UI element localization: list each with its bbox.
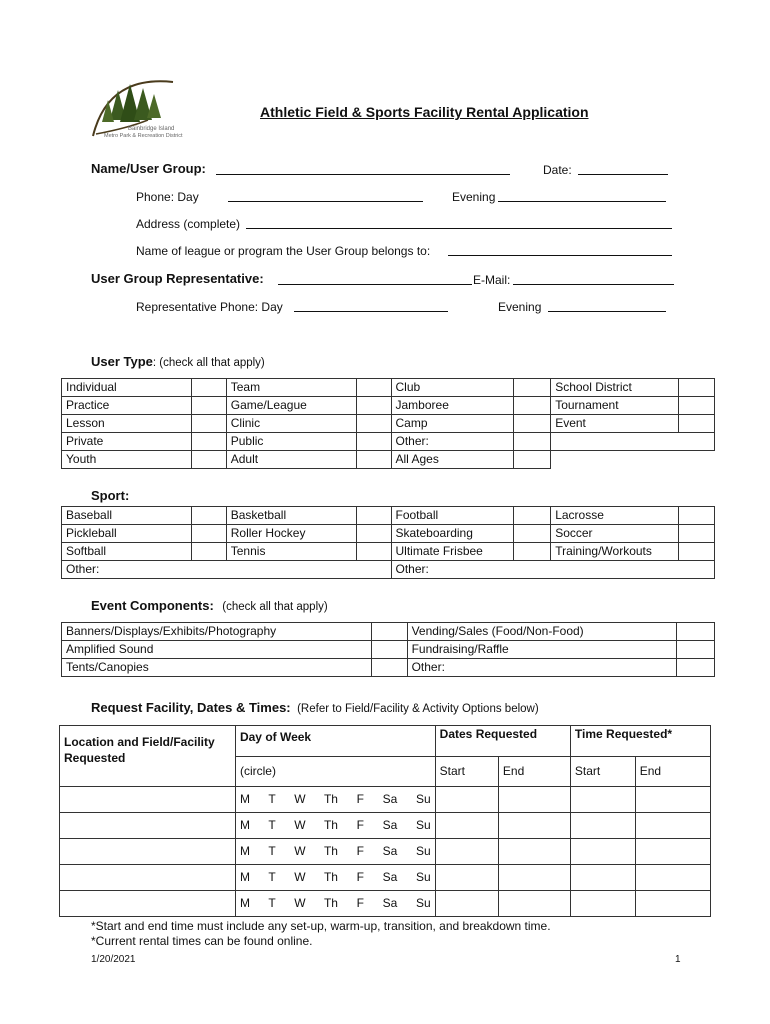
dates-start-header: Start bbox=[435, 756, 498, 787]
dates-start-input[interactable] bbox=[435, 839, 498, 865]
table-row bbox=[62, 659, 715, 677]
time-end-input[interactable] bbox=[635, 891, 710, 917]
sport-checkbox[interactable] bbox=[678, 507, 714, 525]
event-component-label: Vending/Sales (Food/Non-Food) bbox=[407, 623, 676, 641]
user-type-checkbox[interactable] bbox=[357, 415, 391, 433]
email-field[interactable] bbox=[513, 272, 674, 285]
day-of-week-options[interactable]: M T W Th F Sa Su bbox=[235, 839, 435, 865]
time-end-input[interactable] bbox=[635, 839, 710, 865]
request-heading bbox=[91, 699, 539, 717]
user-type-checkbox[interactable] bbox=[678, 415, 714, 433]
table-row bbox=[62, 379, 715, 397]
rep-phone-day-field[interactable] bbox=[294, 299, 448, 312]
time-end-input[interactable] bbox=[635, 813, 710, 839]
phone-evening-field[interactable] bbox=[498, 189, 666, 202]
user-type-label: Jamboree bbox=[391, 397, 513, 415]
event-component-label: Other: bbox=[407, 659, 676, 677]
user-type-checkbox[interactable] bbox=[357, 451, 391, 469]
sport-label: Skateboarding bbox=[391, 525, 513, 543]
col-dates-header: Dates Requested bbox=[435, 726, 570, 757]
sport-checkbox[interactable] bbox=[513, 525, 550, 543]
request-heading-text: Request Facility, Dates & Times: bbox=[91, 700, 291, 715]
col-day-header: Day of Week bbox=[235, 726, 435, 757]
user-type-label: Lesson bbox=[62, 415, 192, 433]
location-field-input[interactable] bbox=[60, 839, 236, 865]
time-start-input[interactable] bbox=[570, 787, 635, 813]
address-field[interactable] bbox=[246, 216, 672, 229]
sport-checkbox[interactable] bbox=[513, 543, 550, 561]
user-type-label: Event bbox=[551, 415, 678, 433]
district-logo bbox=[88, 70, 198, 142]
sport-label: Pickleball bbox=[62, 525, 192, 543]
sport-other-left[interactable]: Other: bbox=[62, 561, 392, 579]
dates-end-input[interactable] bbox=[498, 865, 570, 891]
event-components-heading bbox=[91, 597, 328, 615]
user-type-label: Game/League bbox=[226, 397, 356, 415]
user-type-checkbox[interactable] bbox=[513, 379, 550, 397]
footnote-1: *Start and end time must include any set-up, warm-up, transition, and breakdown time. bbox=[91, 919, 551, 933]
col-time-header: Time Requested* bbox=[570, 726, 710, 757]
event-component-label: Tents/Canopies bbox=[62, 659, 372, 677]
table-row bbox=[62, 451, 715, 469]
dates-end-input[interactable] bbox=[498, 891, 570, 917]
user-type-checkbox[interactable] bbox=[678, 397, 714, 415]
table-row bbox=[62, 543, 715, 561]
sport-label: Soccer bbox=[551, 525, 678, 543]
user-type-checkbox[interactable] bbox=[357, 379, 391, 397]
league-label: Name of league or program the User Group belongs to: bbox=[136, 244, 431, 258]
user-type-checkbox[interactable] bbox=[357, 397, 391, 415]
date-label: Date: bbox=[543, 163, 572, 177]
location-field-input[interactable] bbox=[60, 865, 236, 891]
table-row bbox=[62, 641, 715, 659]
event-component-checkbox[interactable] bbox=[676, 659, 714, 677]
rep-phone-day-label: Representative Phone: Day bbox=[136, 300, 283, 314]
table-row bbox=[60, 891, 711, 917]
league-field[interactable] bbox=[448, 243, 672, 256]
sport-checkbox[interactable] bbox=[192, 507, 226, 525]
empty-cell bbox=[551, 451, 715, 469]
user-type-label: All Ages bbox=[391, 451, 513, 469]
event-component-checkbox[interactable] bbox=[371, 659, 407, 677]
address-label: Address (complete) bbox=[136, 217, 241, 231]
sport-label: Roller Hockey bbox=[226, 525, 356, 543]
logo-text-1: Bainbridge Island bbox=[128, 126, 175, 132]
user-type-checkbox[interactable] bbox=[513, 415, 550, 433]
sport-checkbox[interactable] bbox=[357, 507, 391, 525]
user-type-checkbox[interactable] bbox=[192, 415, 226, 433]
sport-checkbox[interactable] bbox=[192, 525, 226, 543]
user-type-label: Youth bbox=[62, 451, 192, 469]
dates-end-input[interactable] bbox=[498, 787, 570, 813]
rep-phone-evening-field[interactable] bbox=[548, 299, 666, 312]
event-components-note: (check all that apply) bbox=[222, 601, 328, 613]
table-row bbox=[62, 397, 715, 415]
user-type-label: Individual bbox=[62, 379, 192, 397]
sport-checkbox[interactable] bbox=[678, 525, 714, 543]
sport-heading: Sport: bbox=[91, 488, 130, 503]
col-location-header: Location and Field/Facility Requested bbox=[60, 726, 236, 787]
user-type-heading bbox=[91, 353, 265, 371]
logo-text-2: Metro Park & Recreation District bbox=[104, 133, 183, 139]
user-type-checkbox[interactable] bbox=[513, 433, 550, 451]
time-start-input[interactable] bbox=[570, 813, 635, 839]
user-type-checkbox[interactable] bbox=[513, 397, 550, 415]
page-number: 1 bbox=[675, 954, 681, 965]
location-field-input[interactable] bbox=[60, 813, 236, 839]
sport-label: Tennis bbox=[226, 543, 356, 561]
sport-checkbox[interactable] bbox=[192, 543, 226, 561]
user-type-label: Clinic bbox=[226, 415, 356, 433]
sport-other-right[interactable]: Other: bbox=[391, 561, 715, 579]
day-of-week-options[interactable]: M T W Th F Sa Su bbox=[235, 891, 435, 917]
user-type-label: Camp bbox=[391, 415, 513, 433]
table-row bbox=[62, 623, 715, 641]
user-type-checkbox[interactable] bbox=[192, 451, 226, 469]
time-end-header: End bbox=[635, 756, 710, 787]
time-start-input[interactable] bbox=[570, 865, 635, 891]
dates-end-input[interactable] bbox=[498, 839, 570, 865]
user-type-checkbox[interactable] bbox=[513, 451, 550, 469]
sport-label: Ultimate Frisbee bbox=[391, 543, 513, 561]
name-user-group-label: Name/User Group: bbox=[91, 161, 206, 176]
representative-field[interactable] bbox=[278, 272, 472, 285]
rep-phone-evening-label: Evening bbox=[498, 300, 542, 314]
table-row bbox=[62, 415, 715, 433]
user-type-checkbox[interactable] bbox=[192, 433, 226, 451]
event-component-checkbox[interactable] bbox=[676, 623, 714, 641]
email-label: E-Mail: bbox=[473, 273, 511, 287]
phone-day-label: Phone: Day bbox=[136, 190, 199, 204]
time-end-input[interactable] bbox=[635, 787, 710, 813]
sport-checkbox[interactable] bbox=[513, 507, 550, 525]
sport-label: Training/Workouts bbox=[551, 543, 678, 561]
sport-label: Baseball bbox=[62, 507, 192, 525]
table-row bbox=[62, 507, 715, 525]
footnote-2: *Current rental times can be found online. bbox=[91, 934, 313, 948]
user-type-label: Tournament bbox=[551, 397, 678, 415]
event-component-checkbox[interactable] bbox=[676, 641, 714, 659]
table-row bbox=[62, 561, 715, 579]
user-type-checkbox[interactable] bbox=[678, 379, 714, 397]
sport-label: Lacrosse bbox=[551, 507, 678, 525]
table-row bbox=[62, 433, 715, 451]
table-row bbox=[60, 839, 711, 865]
dates-start-input[interactable] bbox=[435, 865, 498, 891]
request-note: (Refer to Field/Facility & Activity Options below) bbox=[297, 703, 539, 715]
table-row bbox=[60, 865, 711, 891]
event-component-checkbox[interactable] bbox=[371, 623, 407, 641]
table-row bbox=[60, 813, 711, 839]
user-type-label: Other: bbox=[391, 433, 513, 451]
table-row bbox=[62, 525, 715, 543]
user-type-checkbox[interactable] bbox=[192, 379, 226, 397]
user-type-label: Team bbox=[226, 379, 356, 397]
table-row bbox=[60, 787, 711, 813]
dates-end-header: End bbox=[498, 756, 570, 787]
user-type-checkbox[interactable] bbox=[357, 433, 391, 451]
time-start-input[interactable] bbox=[570, 891, 635, 917]
dates-end-input[interactable] bbox=[498, 813, 570, 839]
name-user-group-field[interactable] bbox=[216, 162, 510, 175]
sport-checkbox[interactable] bbox=[357, 543, 391, 561]
footer-date: 1/20/2021 bbox=[91, 954, 136, 965]
dates-start-input[interactable] bbox=[435, 891, 498, 917]
sport-table bbox=[61, 506, 715, 579]
user-type-label: Public bbox=[226, 433, 356, 451]
user-type-heading-text: User Type bbox=[91, 354, 153, 369]
user-type-label: Club bbox=[391, 379, 513, 397]
user-type-label: Private bbox=[62, 433, 192, 451]
sport-label: Softball bbox=[62, 543, 192, 561]
phone-evening-label: Evening bbox=[452, 190, 496, 204]
dates-start-input[interactable] bbox=[435, 787, 498, 813]
sport-checkbox[interactable] bbox=[357, 525, 391, 543]
col-day-subheader: (circle) bbox=[235, 756, 435, 787]
user-type-note: : (check all that apply) bbox=[152, 357, 265, 369]
dates-start-input[interactable] bbox=[435, 813, 498, 839]
time-start-input[interactable] bbox=[570, 839, 635, 865]
day-of-week-options[interactable]: M T W Th F Sa Su bbox=[235, 787, 435, 813]
location-field-input[interactable] bbox=[60, 891, 236, 917]
location-field-input[interactable] bbox=[60, 787, 236, 813]
day-of-week-options[interactable]: M T W Th F Sa Su bbox=[235, 813, 435, 839]
user-type-table bbox=[61, 378, 715, 469]
time-start-header: Start bbox=[570, 756, 635, 787]
time-end-input[interactable] bbox=[635, 865, 710, 891]
event-components-table bbox=[61, 622, 715, 677]
user-type-label: Practice bbox=[62, 397, 192, 415]
sport-checkbox[interactable] bbox=[678, 543, 714, 561]
representative-label: User Group Representative: bbox=[91, 271, 264, 286]
request-table bbox=[59, 725, 711, 917]
user-type-label: Adult bbox=[226, 451, 356, 469]
event-component-label: Amplified Sound bbox=[62, 641, 372, 659]
sport-label: Football bbox=[391, 507, 513, 525]
empty-cell bbox=[551, 433, 715, 451]
event-component-label: Banners/Displays/Exhibits/Photography bbox=[62, 623, 372, 641]
date-field[interactable] bbox=[578, 162, 668, 175]
sport-label: Basketball bbox=[226, 507, 356, 525]
phone-day-field[interactable] bbox=[228, 189, 423, 202]
user-type-label: School District bbox=[551, 379, 678, 397]
event-components-heading-text: Event Components: bbox=[91, 598, 214, 613]
event-component-checkbox[interactable] bbox=[371, 641, 407, 659]
user-type-checkbox[interactable] bbox=[192, 397, 226, 415]
event-component-label: Fundraising/Raffle bbox=[407, 641, 676, 659]
day-of-week-options[interactable]: M T W Th F Sa Su bbox=[235, 865, 435, 891]
page-title: Athletic Field & Sports Facility Rental Application bbox=[260, 104, 589, 120]
